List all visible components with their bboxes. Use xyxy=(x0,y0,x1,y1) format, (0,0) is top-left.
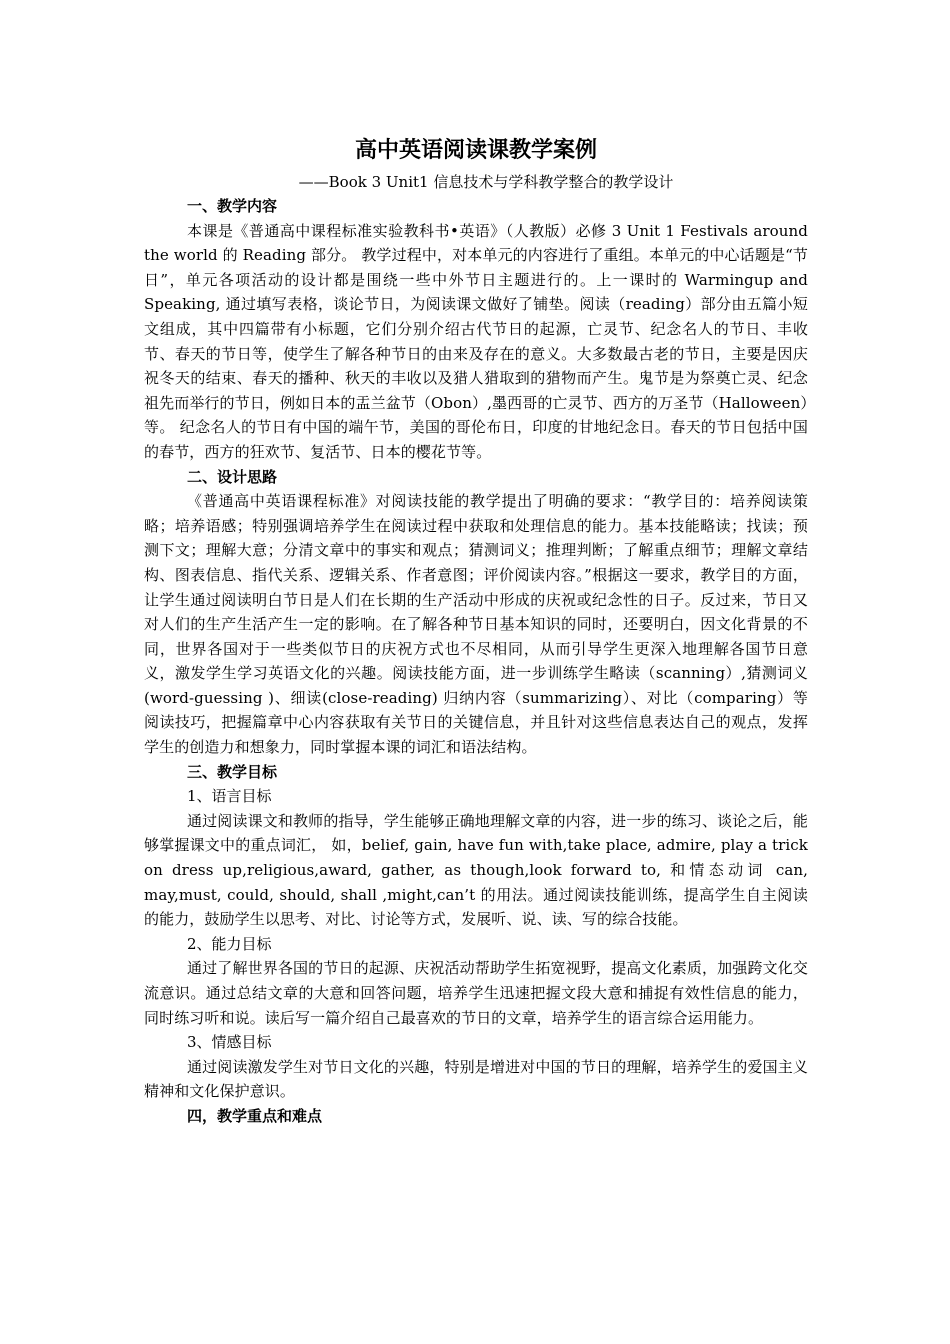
subheading-emotion-objective: 3、情感目标 xyxy=(187,1033,272,1052)
section-heading-objectives: 三、教学目标 xyxy=(187,762,278,781)
subheading-ability-objective: 2、能力目标 xyxy=(187,934,272,953)
document-subtitle: ——Book 3 Unit1 信息技术与学科教学整合的教学设计 xyxy=(298,173,674,191)
section-heading-content: 一、教学内容 xyxy=(187,197,278,215)
paragraph-emotion-objective: 通过阅读激发学生对节日文化的兴趣，特别是增进对中国的节日的理解，培养学生的爱国主义精神和文化保护意识。 xyxy=(144,1057,808,1101)
section-paragraph-content: 本课是《普通高中课程标准实验教科书•英语》（人教版）必修 3 Unit 1 Festivals around the world 的 Reading 部分。 教学过程中，对本单元的内容进行了重组。本单元的中心话题是“节日”，单元各项活动的设计都是围绕一些中外节日主题进行的。上一课时的 Warmingup and Speaking, 通过填写表格，谈论节日，为阅读课文做好了铺垫。阅读（reading）部分由五篇小短文组成，其中四篇带有小标题，它们分别介绍古代节日的起源，亡灵节、纪念名人的节日、丰收节、春天的节日等，使学生了解各种节日的由来及存在的意义。大多数最古老的节日，主要是因庆祝冬天的结束、春天的播种、秋天的丰收以及猎人猎取到的猎物而产生。鬼节是为祭奠亡灵、纪念祖先而举行的节日，例如日本的盂兰盆节（Obon）,墨西哥的亡灵节、西方的万圣节（Halloween）等。 纪念名人的节日有中国的端午节，美国的哥伦布日，印度的甘地纪念日。春天的节日包括中国的春节，西方的狂欢节、复活节、日本的樱花节等。 xyxy=(144,221,808,461)
section-paragraph-design: 《普通高中英语课程标准》对阅读技能的教学提出了明确的要求：“教学目的：培养阅读策略；培养语感；特别强调培养学生在阅读过程中获取和处理信息的能力。基本技能略读；找读；预测下文；理解大意；分清文章中的事实和观点；猜测词义；推理判断；了解重点细节；理解文章结构、图表信息、指代关系、逻辑关系、作者意图；评价阅读内容。”根据这一要求，教学目的方面，让学生通过阅读明白节日是人们在长期的生产活动中形成的庆祝或纪念性的日子。反过来，节日又对人们的生产生活产生一定的影响。在了解各种节日基本知识的同时，还要明白，因文化背景的不同，世界各国对于一些类似节日的庆祝方式也不尽相同，从而引导学生更深入地理解各国节日意义，激发学生学习英语文化的兴趣。阅读技能方面，进一步训练学生略读（scanning）,猜测词义(word-guessing )、细读(close-reading) 归纳内容（summarizing）、对比（comparing）等阅读技巧，把握篇章中心内容获取有关节日的关键信息，并且针对这些信息表达自己的观点，发挥学生的创造力和想象力，同时掌握本课的词汇和语法结构。 xyxy=(144,492,808,757)
document-title: 高中英语阅读课教学案例 xyxy=(354,137,597,163)
paragraph-language-objective: 通过阅读课文和教师的指导，学生能够正确地理解文章的内容，进一步的练习、谈论之后，能够掌握课文中的重点词汇， 如，belief, gain, have fun with,take place, admire, play a trick on dress up,religious,award, gather, as though,look forward to, 和情态动词 can, may,must, could, should, shall ,might,can’t 的用法。通过阅读技能训练，提高学生自主阅读的能力，鼓励学生以思考、对比、讨论等方式，发展听、说、读、写的综合技能。 xyxy=(144,811,808,929)
section-heading-key-points: 四，教学重点和难点 xyxy=(187,1106,323,1125)
paragraph-ability-objective: 通过了解世界各国的节日的起源、庆祝活动帮助学生拓宽视野，提高文化素质，加强跨文化交流意识。通过总结文章的大意和回答问题，培养学生迅速把握文段大意和捕捉有效性信息的能力，同时练习听和说。读后写一篇介绍自己最喜欢的节日的文章，培养学生的语言综合运用能力。 xyxy=(144,959,808,1027)
subheading-language-objective: 1、语言目标 xyxy=(187,787,272,806)
document-page xyxy=(144,130,808,1129)
section-heading-design: 二、设计思路 xyxy=(187,467,278,486)
